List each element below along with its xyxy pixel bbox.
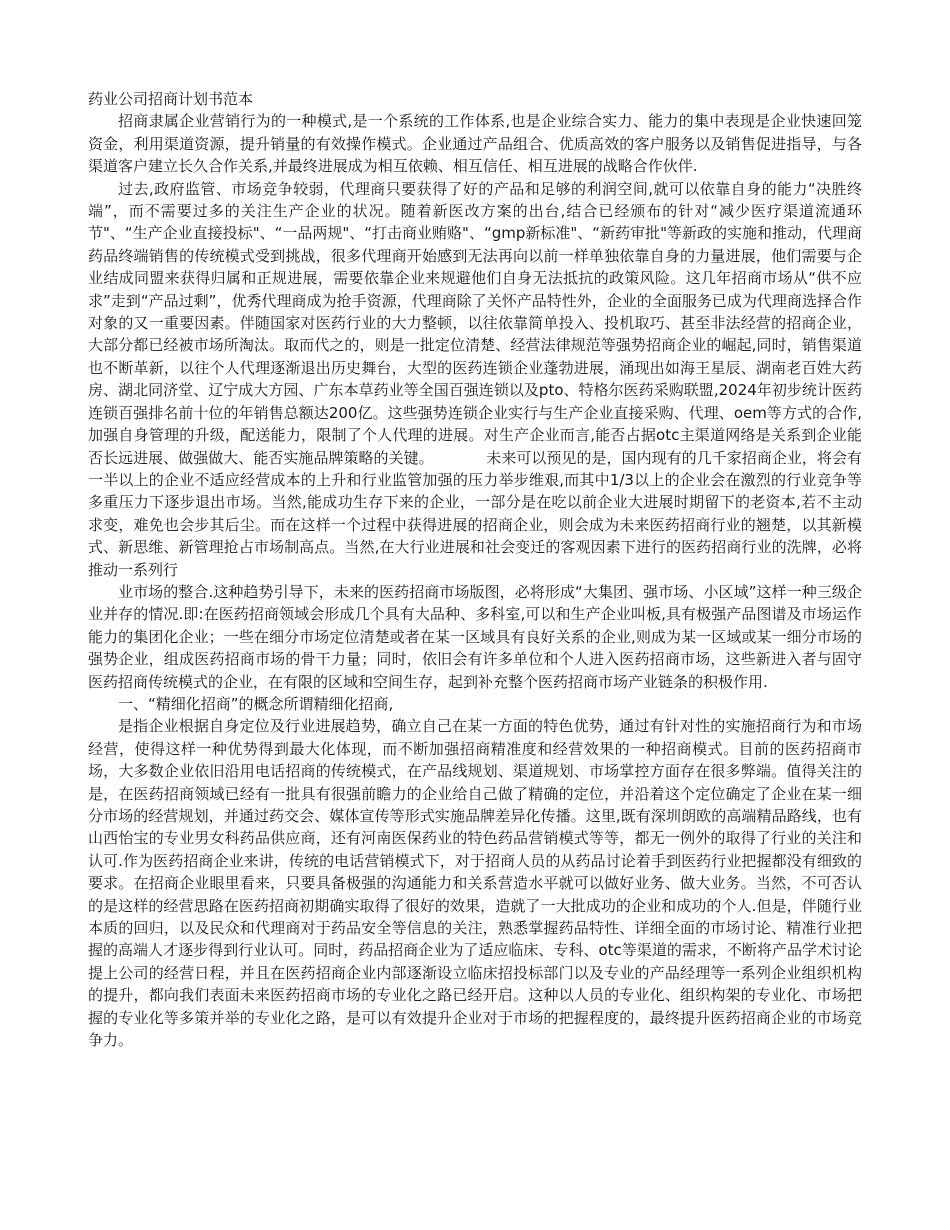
paragraph-market-integration: 业市场的整合.这种趋势引导下，未来的医药招商市场版图，必将形成“大集团、强市场、小区域”这样一种三级企业并存的情况.即:在医药招商领域会形成几个具有大品种、多科室,可以和生产企业叫板,具有极强产品图谱及市场运作能力的集团化企业；一些在细分市场定位清楚或者在某一区域具有良好关系的企业,则成为某一区域或某一细分市场的强势企业，组成医药招商市场的骨干力量；同时，依旧会有许多单位和个人进入医药招商市场，这些新进入者与固守医药招商传统模式的企业，在有限的区域和空间生存，起到补充整个医药招商市场产业链条的积极作用. <box>88 582 862 691</box>
document-title: 药业公司招商计划书范本 <box>88 90 254 108</box>
paragraph-market-history: 过去,政府监管、市场竞争较弱，代理商只要获得了好的产品和足够的利润空间,就可以依靠自身的能力“决胜终端”，而不需要过多的关注生产企业的状况。随着新医改方案的出台,结合已经颁布的针对“减少医疗渠道流通环节"、“生产企业直接投标"、“一品两规"、“打击商业贿赂"、“gmp新标准"、“新药审批"等新政的实施和推动，代理商药品终端销售的传统模式受到挑战，很多代理商开始感到无法再向以前一样单独依靠自身的力量进展，他们需要与企业结成同盟来获得归属和正规进展，需要依靠企业来规避他们自身无法抵抗的政策风险。这几年招商市场从“供不应求”走到“产品过剩”，优秀代理商成为抢手资源，代理商除了关怀产品特性外，企业的全面服务已成为代理商选择合作对象的又一重要因素。伴随国家对医药行业的大力整顿，以往依靠简单投入、投机取巧、甚至非法经营的招商企业，大部分都已经被市场所淘汰。取而代之的，则是一批定位清楚、经营法律规范等强势招商企业的崛起,同时，销售渠道也不断革新，以往个人代理逐渐退出历史舞台，大型的医药连锁企业蓬勃进展，涌现出如海王星辰、湖南老百姓大药房、湖北同济堂、辽宁成大方园、广东本草药业等全国百强连锁以及pto、特格尔医药采购联盟,2024年初步统计医药连锁百强排名前十位的年销售总额达200亿。这些强势连锁企业实行与生产企业直接采购、代理、oem等方式的合作,加强自身管理的升级，配送能力，限制了个人代理的进展。对生产企业而言,能否占据otc主渠道网络是关系到企业能否长远进展、做强做大、能否实施品牌策略的关键。 未来可以预见的是，国内现有的几千家招商企业，将会有一半以上的企业不适应经营成本的上升和行业监管加强的压力举步维艰,而其中1/3以上的企业会在激烈的行业竞争等多重压力下逐步退出市场。当然,能成功生存下来的企业，一部分是在吃以前企业大进展时期留下的老资本,若不主动求变，难免也会步其后尘。而在这样一个过程中获得进展的招商企业，则会成为未来医药招商行业的翘楚，以其新模式、新思维、新管理抢占市场制高点。当然,在大行业进展和社会变迁的客观因素下进行的医药招商行业的洗牌，必将推动一系列行 <box>88 179 862 579</box>
paragraph-intro: 招商隶属企业营销行为的一种模式,是一个系统的工作体系,也是企业综合实力、能力的集中表现是企业快速回笼资金，利用渠道资源，提升销量的有效操作模式。企业通过产品组合、优质高效的客户服务以及销售促进指导，与各渠道客户建立长久合作关系,并最终进展成为相互依赖、相互信任、相互进展的战略合作伙伴. <box>88 112 862 176</box>
document-page <box>88 88 862 1051</box>
section-heading-refined-investment: 一、“精细化招商”的概念所谓精细化招商, <box>118 694 394 713</box>
paragraph-refined-investment-definition: 是指企业根据自身定位及行业进展趋势，确立自己在某一方面的特色优势，通过有针对性的实施招商行为和市场经营，使得这样一种优势得到最大化体现，而不断加强招商精准度和经营效果的一种招商模式。目前的医药招商市场，大多数企业依旧沿用电话招商的传统模式，在产品线规划、渠道规划、市场掌控方面存在很多弊端。值得关注的是，在医药招商领域已经有一批具有很强前瞻力的企业给自己做了精确的定位，并沿着这个定位确定了企业在某一细分市场的经营规划，并通过药交会、媒体宣传等形式实施品牌差异化传播。这里,既有深圳朗欧的高端精品路线，也有山西怡宝的专业男女科药品供应商，还有河南医保药业的特色药品营销模式等等，都无一例外的取得了行业的关注和认可.作为医药招商企业来讲，传统的电话营销模式下，对于招商人员的从药品讨论着手到医药行业把握都没有细致的要求。在招商企业眼里看来，只要具备极强的沟通能力和关系营造水平就可以做好业务、做大业务。当然，不可否认的是这样的经营思路在医药招商初期确实取得了很好的效果，造就了一大批成功的企业和成功的个人.但是，伴随行业本质的回归，以及民众和代理商对于药品安全等信息的关注，熟悉掌握药品特性、详细全面的市场讨论、精准行业把握的高端人才逐步得到行业认可。同时，药品招商企业为了适应临床、专科、otc等渠道的需求，不断将产品学术讨论提上公司的经营日程，并且在医药招商企业内部逐渐设立临床招投标部门以及专业的产品经理等一系列企业组织机构的提升，都向我们表面未来医药招商市场的专业化之路已经开启。这种以人员的专业化、组织构架的专业化、市场把握的专业化等多策并举的专业化之路，是可以有效提升企业对于市场的把握程度的，最终提升医药招商企业的市场竞争力。 <box>88 717 862 1050</box>
